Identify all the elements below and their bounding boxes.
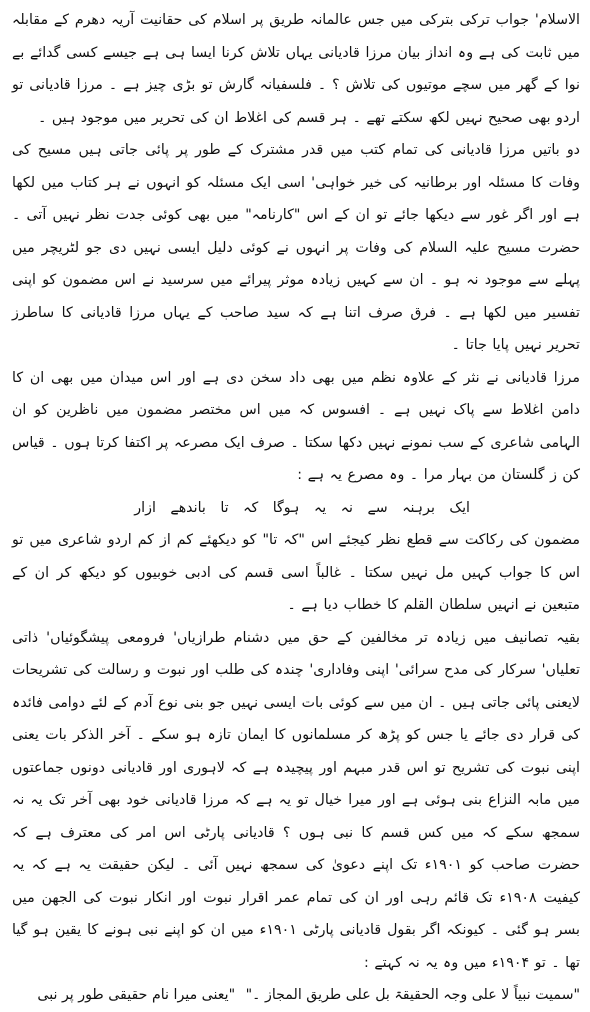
quote-line <box>12 979 580 1012</box>
paragraph-2: دو باتیں مرزا قادیانی کی تمام کتب میں قدر مشترک کے طور پر پائی جاتی ہیں مسیح کی وفات کا مسئلہ اور برطانیہ کی خیر خواہی' اسی ایک مسئلہ کو انہوں نے ہر کتاب میں لکھا ہے اور اگر غور سے دیکھا جائے تو ان کے اس "کارنامہ" میں بھی کوئی جدت نظر نہیں آتی ۔ حضرت مسیح علیہ السلام کی وفات پر انہوں نے کوئی دلیل ایسی نہیں دی جو لٹریچر میں پہلے سے موجود نہ ہو ۔ ان سے کہیں زیادہ موثر پیرائے میں سرسید نے اس مضمون کو اپنی تفسیر میں لکھا ہے ۔ فرق صرف اتنا ہے کہ سید صاحب کے یہاں مرزا قادیانی کا ساطرز تحریر نہیں پایا جاتا ۔ <box>12 142 580 353</box>
urdu-translation: "یعنی میرا نام حقیقی طور پر نبی <box>37 987 236 1003</box>
paragraph-4: مضمون کی رکاکت سے قطع نظر کیجئے اس "کہ تا" کو دیکھئے کم از کم اردو شاعری میں تو اس کا جواب کہیں مل نہیں سکتا ۔ غالباً اسی قسم کی ادبی خوبیوں کو دیکھ کر ان کے متبعین نے انہیں سلطان القلم کا خطاب دیا ہے ۔ <box>12 532 580 613</box>
paragraph-5: بقیہ تصانیف میں زیادہ تر مخالفین کے حق میں دشنام طرازیاں' فرومعی پیشگوئیاں' ذاتی تعلیاں' سرکار کی مدح سرائی' اپنی وفاداری' چندہ کی طلب اور نبوت و رسالت کی تشریحات لایعنی پائی جاتی ہیں ۔ ان میں سے کوئی بات ایسی نہیں جو بنی نوع آدم کے لئے دوامی فائدہ کی قرار دی جائے یا جس کو پڑھ کر مسلمانوں کا ایمان تازہ ہو سکے ۔ آخر الذکر بات یعنی اپنی نبوت کی تشریح تو اس قدر مبہم اور پیچیدہ ہے کہ لاہوری اور قادیانی دونوں جماعتوں میں مابہ النزاع بنی ہوئی ہے اور میرا خیال تو یہ ہے کہ مرزا قادیانی خود بھی آخر تک یہ نہ سمجھ سکے کہ میں کس قسم کا نبی ہوں ؟ قادیانی پارٹی اس امر کی معترف ہے کہ حضرت صاحب کو ۱۹۰۱ء تک اپنے دعویٰ کی سمجھ نہیں آئی ۔ لیکن حقیقت یہ ہے کہ یہ کیفیت ۱۹۰۸ء تک قائم رہی اور ان کی تمام عمر اقرار نبوت اور انکار نبوت کی الجھن میں بسر ہو گئی ۔ کیونکہ اگر بقول قادیانی پارٹی ۱۹۰۱ء میں ان کو اپنے نبی ہونے کا یقین ہو گیا تھا ۔ تو ۱۹۰۴ء میں وہ یہ نہ کہتے : <box>12 629 581 971</box>
paragraph-1: الاسلام' جواب ترکی بترکی میں جس عالمانہ طریق پر اسلام کی حقانیت آریہ دھرم کے مقابلہ میں ثابت کی ہے وہ انداز بیان مرزا قادیانی یہاں تلاش کرنا ایسا ہی ہے جیسے کسی گدائے بے نوا کے گھر میں سچے موتیوں کی تلاش ؟ ۔ فلسفیانہ گارش تو بڑی چیز ہے ۔ مرزا قادیانی تو اردو بھی صحیح نہیں لکھ سکتے تھے ۔ ہر قسم کی اغلاط ان کی تحریر میں موجود ہیں ۔ <box>12 12 580 126</box>
verse-line: ایک برہنہ سے نہ یہ ہوگا کہ تا باندھے ازار <box>134 499 470 516</box>
paragraph-3: مرزا قادیانی نے نثر کے علاوہ نظم میں بھی داد سخن دی ہے اور اس میدان میں بھی ان کا دامن اغلاط سے پاک نہیں ہے ۔ افسوس کہ میں اس مختصر مضمون میں ناظرین کو ان الہامی شاعری کے سب نمونے نہیں دکھا سکتا ۔ صرف ایک مصرعہ پر اکتفا کرتا ہوں ۔ قیاس کن ز گلستان من بہار مرا ۔ وہ مصرع یہ ہے : <box>12 369 580 483</box>
arabic-quote: "سمیت نبیاً لا علی وجہ الحقیقۃ بل علی طریق المجاز ۔" <box>245 987 580 1003</box>
